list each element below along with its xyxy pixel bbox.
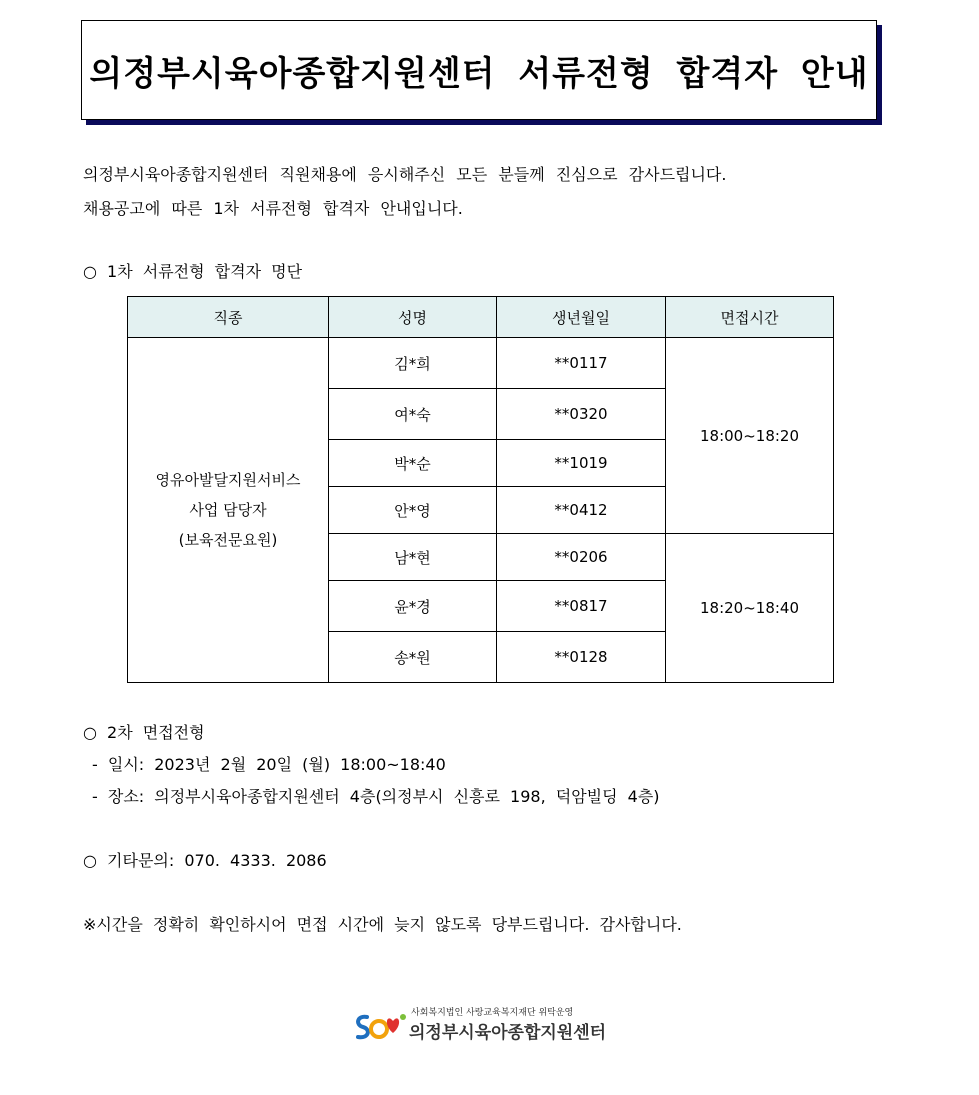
intro-line-2: 채용공고에 따른 1차 서류전형 합격자 안내입니다. [83, 199, 463, 218]
footer-subtitle: 사회복지법인 사랑교육복지재단 위탁운영 [411, 1008, 574, 1018]
intro-line-1: 의정부시육아종합지원센터 직원채용에 응시해주신 모든 분들께 진심으로 감사드립니다. [83, 165, 727, 184]
notice-text: ※시간을 정확히 확인하시어 면접 시간에 늦지 않도록 당부드립니다. 감사합니다. [83, 915, 682, 934]
contact-info: ○ 기타문의: 070. 4333. 2086 [83, 851, 327, 870]
section-1-heading: ○ 1차 서류전형 합격자 명단 [83, 262, 303, 281]
section-2-heading: ○ 2차 면접전형 [83, 723, 205, 742]
applicant-birthdate: **0117 [497, 338, 666, 389]
applicant-birthdate: **1019 [497, 440, 666, 487]
applicant-table [127, 296, 834, 683]
applicant-name: 남*현 [329, 534, 497, 581]
applicant-birthdate: **0817 [497, 581, 666, 632]
header-interview-time: 면접시간 [666, 297, 834, 338]
applicant-name: 여*숙 [329, 389, 497, 440]
table-header-row [128, 297, 834, 338]
table-row [128, 338, 834, 389]
position-line: (보육전문요원) [178, 531, 278, 549]
interview-time-group-1: 18:00~18:20 [666, 338, 834, 534]
header-name: 성명 [329, 297, 497, 338]
applicant-birthdate: **0412 [497, 487, 666, 534]
center-logo-icon [353, 1009, 407, 1043]
footer-org-name: 의정부시육아종합지원센터 [409, 1023, 607, 1043]
applicant-name: 박*순 [329, 440, 497, 487]
interview-time-group-2: 18:20~18:40 [666, 534, 834, 683]
title-banner [81, 20, 877, 120]
interview-date: - 일시: 2023년 2월 20일 (월) 18:00~18:40 [92, 755, 446, 774]
position-line: 영유아발달지원서비스 [155, 471, 301, 489]
applicant-birthdate: **0206 [497, 534, 666, 581]
applicant-name: 윤*경 [329, 581, 497, 632]
position-cell [128, 338, 329, 683]
applicant-name: 송*원 [329, 632, 497, 683]
applicant-birthdate: **0320 [497, 389, 666, 440]
footer-logo-block [353, 1005, 623, 1045]
header-birthdate: 생년월일 [497, 297, 666, 338]
applicant-name: 김*희 [329, 338, 497, 389]
title-box [81, 20, 877, 120]
page-title: 의정부시육아종합지원센터 서류전형 합격자 안내 [89, 53, 869, 94]
interview-place: - 장소: 의정부시육아종합지원센터 4층(의정부시 신흥로 198, 덕암빌딩 4층) [92, 787, 660, 806]
header-position: 직종 [128, 297, 329, 338]
applicant-name: 안*영 [329, 487, 497, 534]
applicant-birthdate: **0128 [497, 632, 666, 683]
position-line: 사업 담당자 [189, 501, 267, 519]
